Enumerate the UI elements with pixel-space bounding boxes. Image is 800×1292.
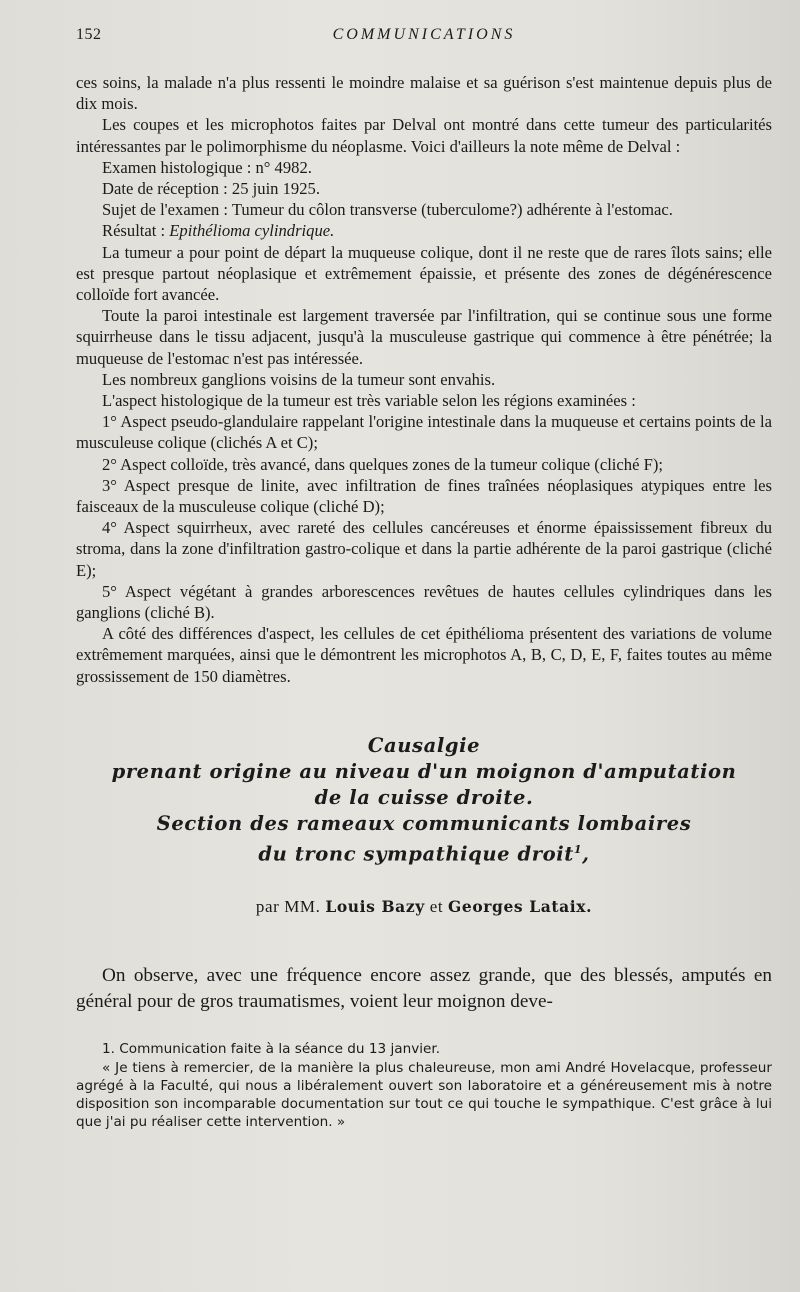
title-line: du tronc sympathique droit <box>258 842 574 866</box>
list-item: 2° Aspect colloïde, très avancé, dans quelques zones de la tumeur colique (cliché F); <box>102 454 663 474</box>
running-header <box>76 26 772 52</box>
byline-prefix: par MM. <box>255 897 326 917</box>
resultat-value: Epithélioma cylindrique. <box>169 221 335 241</box>
list-item: 1° Aspect pseudo-glandulaire rappelant l'origine intestinale dans la muqueuse et certains points de la musculeuse colique (clichés A et C); <box>76 412 772 453</box>
byline-end: . <box>586 897 593 917</box>
paragraph: ces soins, la malade n'a plus ressenti le moindre malaise et sa guérison s'est maintenue depuis plus de dix mois. <box>76 73 772 114</box>
paragraph: La tumeur a pour point de départ la muqueuse colique, dont il ne reste que de rares îlots sains; elle est presque partout néoplasique et extrêmement épaissie, et présente des zones de dégénérescence colloïde fort avancée. <box>76 242 772 305</box>
intro-paragraph: On observe, avec une fréquence encore assez grande, que des blessés, amputés en général pour de gros traumatismes, voient leur moignon deve- <box>76 965 772 1012</box>
list-item: 5° Aspect végétant à grandes arborescences revêtues de hautes cellules cylindriques dans les ganglions (cliché B). <box>76 581 772 623</box>
title-line: Section des rameaux communicants lombaires <box>156 811 692 835</box>
author-name: Louis Bazy <box>325 897 425 917</box>
paragraph: Les nombreux ganglions voisins de la tumeur sont envahis. <box>102 369 496 389</box>
byline <box>76 897 772 917</box>
byline-conjunction: et <box>424 897 449 917</box>
footnote: « Je tiens à remercier, de la manière la plus chaleureuse, mon ami André Hovelacque, professeur agrégé à la Faculté, qui nous a libéralement ouvert son laboratoire et a généreusement mis à notre disposition son incomparable documentation sur tout ce qui touche le sympathique. C'est grâce à lui que j'ai pu réaliser cette intervention. » <box>76 1059 772 1131</box>
title-punctuation: , <box>582 842 590 866</box>
footnote: 1. Communication faite à la séance du 13 janvier. <box>102 1041 441 1058</box>
resultat-paragraph <box>76 220 772 241</box>
paragraph: Examen histologique : n° 4982. <box>102 157 312 177</box>
paragraph: Date de réception : 25 juin 1925. <box>102 179 320 199</box>
paragraph: Sujet de l'examen : Tumeur du côlon transverse (tuberculome?) adhérente à l'estomac. <box>102 200 673 220</box>
article-title <box>76 733 772 868</box>
list-item: 4° Aspect squirrheux, avec rareté des cellules cancéreuses et énorme épaississement fibreux du stroma, dans la zone d'infiltration gastro-colique et dans la partie adhérente de la paroi gastrique (cliché E); <box>76 518 772 580</box>
article-intro <box>76 963 772 1014</box>
section-title: COMMUNICATIONS <box>332 26 516 43</box>
title-line: de la cuisse droite. <box>314 785 534 809</box>
paragraph: Toute la paroi intestinale est largement traversée par l'infiltration, qui se continue sous une forme squirrheuse dans le tissu adjacent, jusqu'à la musculeuse gastrique qui commence à être pénétrée; la muqueuse de l'estomac n'est pas intéressée. <box>76 306 772 368</box>
body-text <box>76 72 772 687</box>
footnotes <box>76 1040 772 1131</box>
title-line: prenant origine au niveau d'un moignon d'amputation <box>111 759 737 783</box>
paragraph: A côté des différences d'aspect, les cellules de cet épithélioma présentent des variations de volume extrêmement marquées, ainsi que le démontrent les microphotos A, B, C, D, E, F, faites toutes au même grossissement de 150 diamètres. <box>76 624 772 686</box>
paragraph: Les coupes et les microphotos faites par Delval ont montré dans cette tumeur des particularités intéressantes par le polimorphisme du néoplasme. Voici d'ailleurs la note même de Delval : <box>76 115 772 156</box>
title-line: Causalgie <box>367 733 481 757</box>
paragraph: L'aspect histologique de la tumeur est très variable selon les régions examinées : <box>102 391 636 411</box>
title-line-last <box>76 837 772 868</box>
resultat-label: Résultat : <box>102 221 170 241</box>
list-item: 3° Aspect presque de linite, avec infiltration de fines traînées néoplasiques atypiques entre les faisceaux de la musculeuse colique (cliché D); <box>76 475 772 517</box>
page-number: 152 <box>76 26 102 43</box>
footnote-marker: 1 <box>573 842 583 856</box>
author-name: Georges Lataix <box>448 897 587 917</box>
